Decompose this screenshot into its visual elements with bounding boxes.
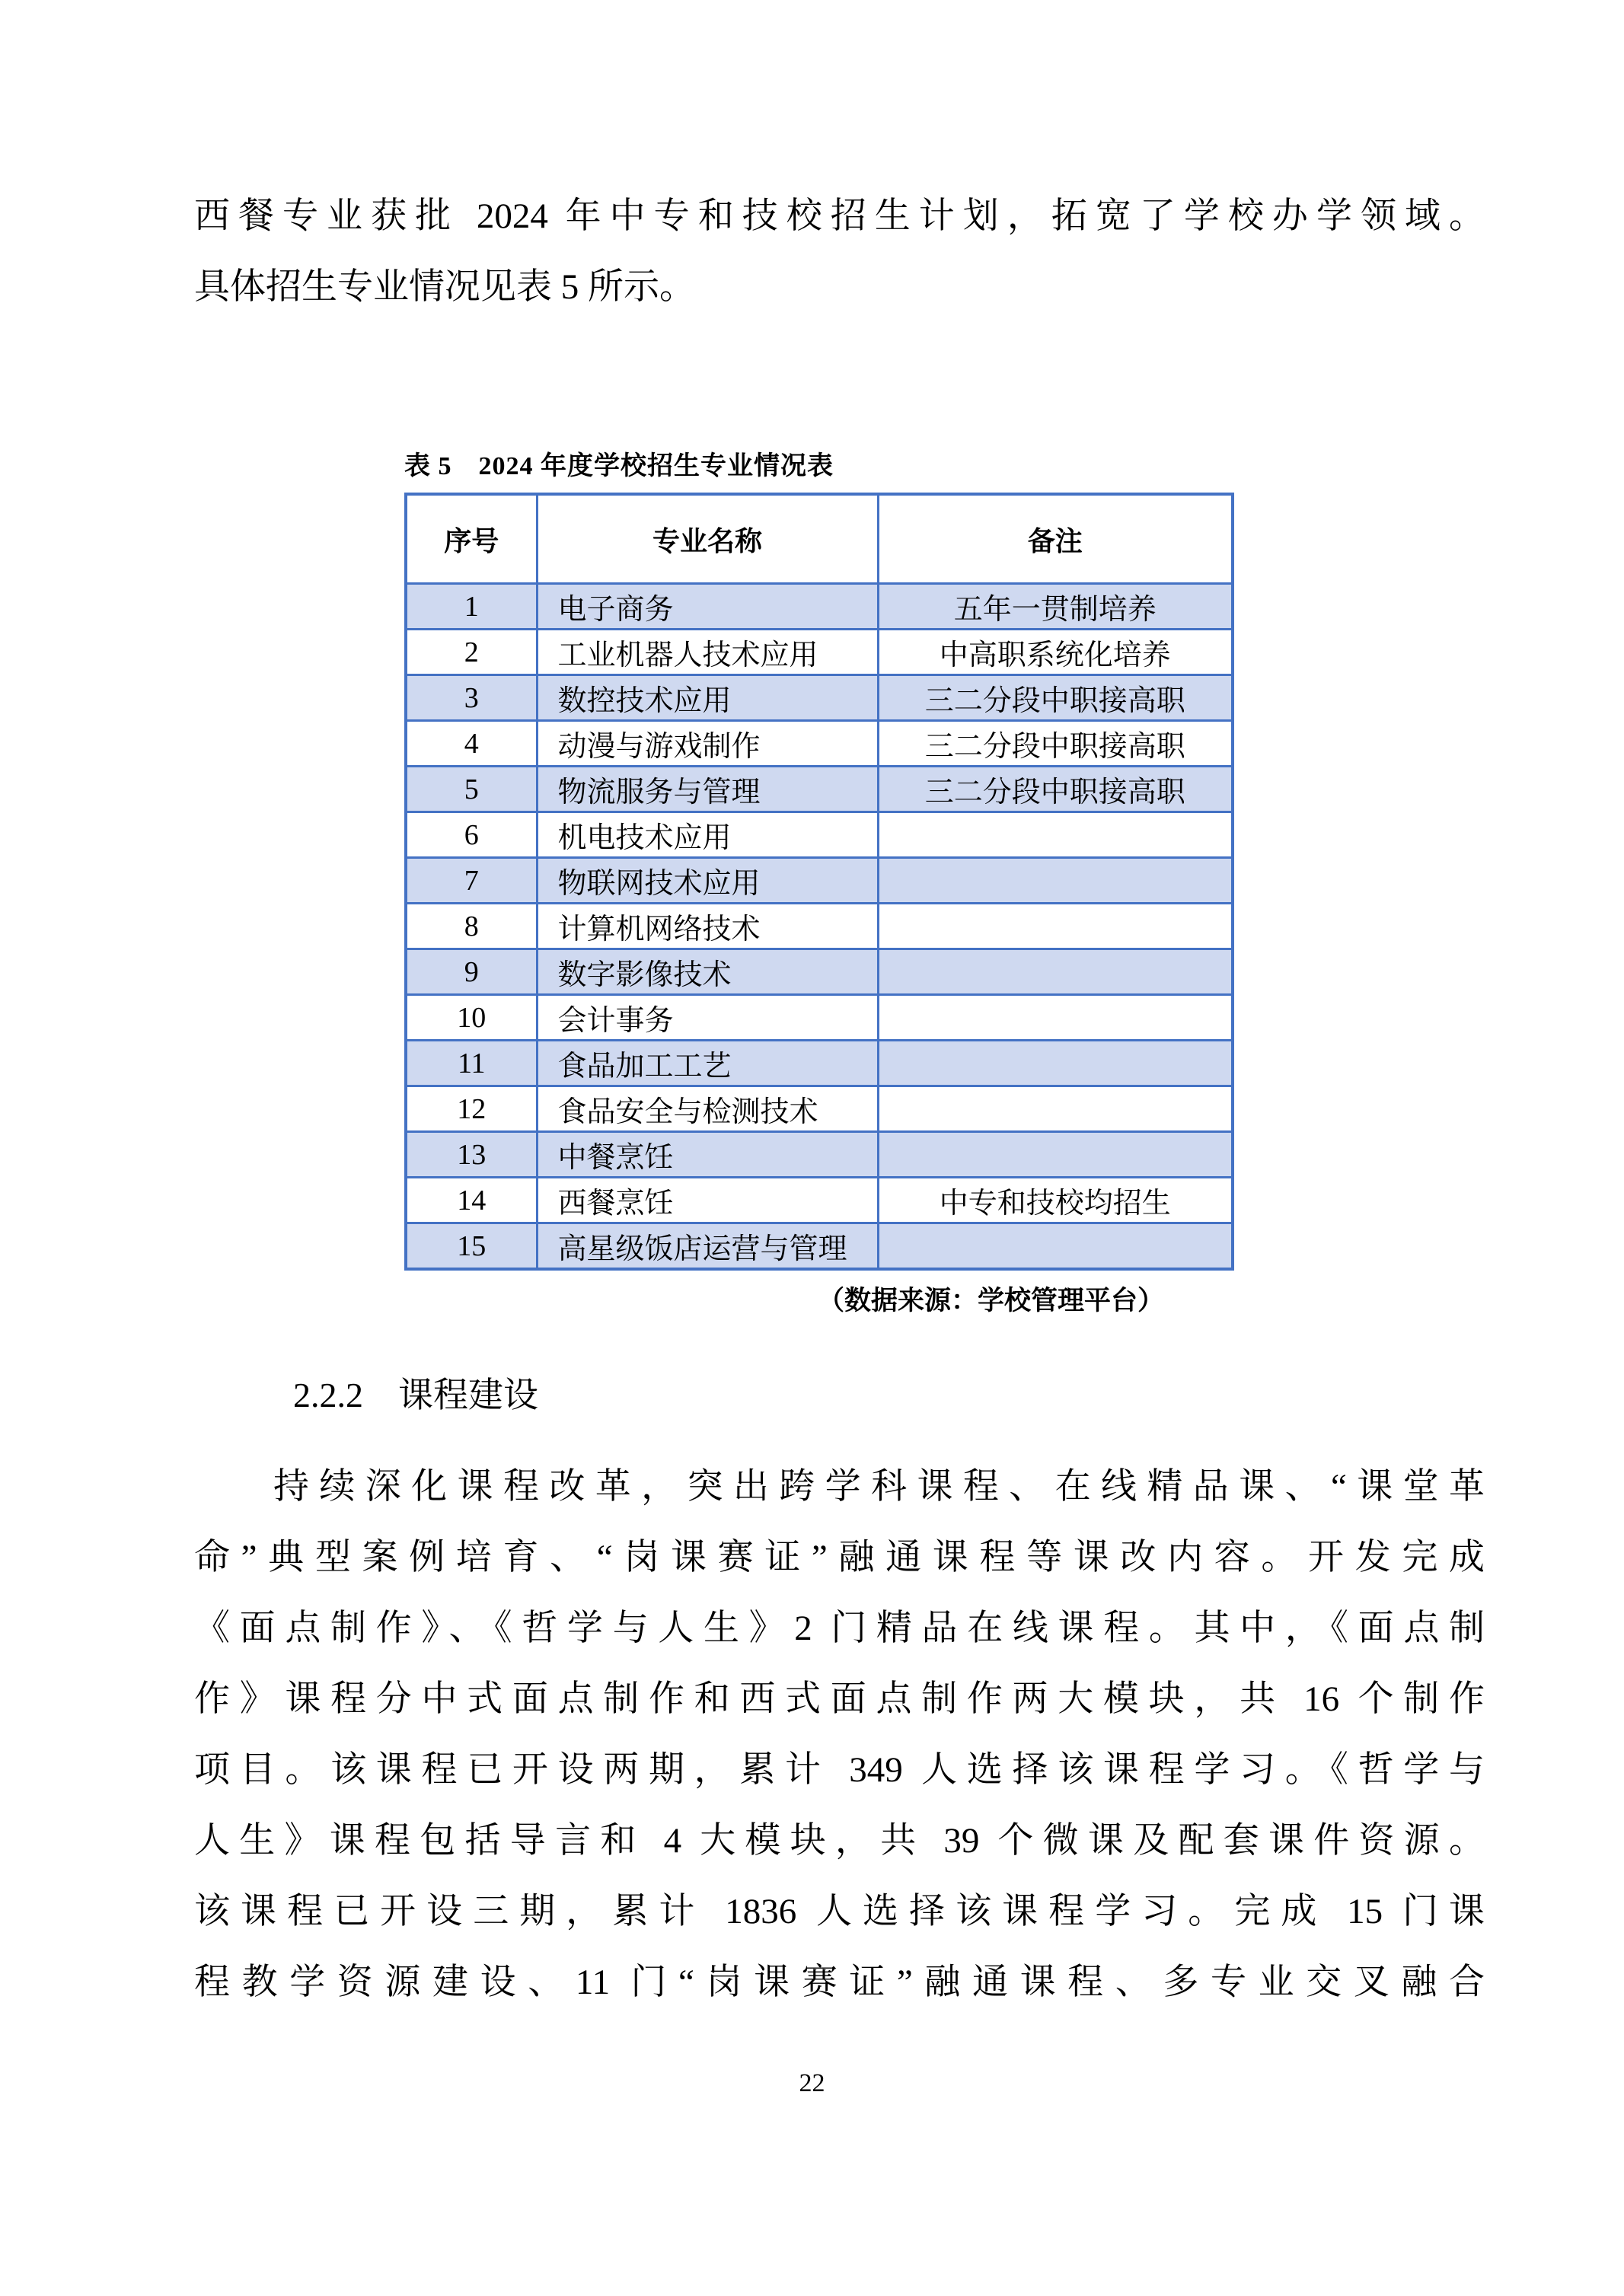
cell-major-name: 西餐烹饪	[537, 1178, 878, 1223]
paragraph-line: 命”典型案例培育、“岗课赛证”融通课程等课改内容。开发完成	[194, 1538, 1485, 1577]
cell-row-number: 6	[406, 812, 537, 858]
cell-remark: 三二分段中职接高职	[878, 767, 1233, 812]
cell-major-name: 中餐烹饪	[537, 1132, 878, 1178]
cell-major-name: 食品安全与检测技术	[537, 1086, 878, 1132]
table-header-row	[406, 494, 1233, 584]
cell-remark	[878, 904, 1233, 949]
cell-remark: 三二分段中职接高职	[878, 721, 1233, 767]
cell-row-number: 14	[406, 1178, 537, 1223]
cell-major-name: 物流服务与管理	[537, 767, 878, 812]
cell-major-name: 机电技术应用	[537, 812, 878, 858]
cell-major-name: 数控技术应用	[537, 675, 878, 721]
table-row	[406, 949, 1233, 995]
cell-row-number: 4	[406, 721, 537, 767]
cell-row-number: 8	[406, 904, 537, 949]
table-row	[406, 812, 1233, 858]
cell-remark	[878, 812, 1233, 858]
table-block	[404, 445, 1231, 1318]
cell-row-number: 5	[406, 767, 537, 812]
paragraph-line: 程教学资源建设、11 门“岗课赛证”融通课程、多专业交叉融合	[194, 1963, 1485, 2002]
cell-major-name: 食品加工工艺	[537, 1041, 878, 1086]
cell-major-name: 工业机器人技术应用	[537, 630, 878, 675]
cell-row-number: 9	[406, 949, 537, 995]
cell-remark	[878, 1132, 1233, 1178]
section-heading: 2.2.2 课程建设	[293, 1376, 538, 1414]
cell-row-number: 12	[406, 1086, 537, 1132]
cell-row-number: 11	[406, 1041, 537, 1086]
cell-row-number: 13	[406, 1132, 537, 1178]
cell-remark: 中高职系统化培养	[878, 630, 1233, 675]
cell-row-number: 1	[406, 584, 537, 630]
body-paragraph	[194, 1452, 1485, 2018]
cell-remark	[878, 995, 1233, 1041]
cell-major-name: 物联网技术应用	[537, 858, 878, 904]
cell-remark	[878, 1041, 1233, 1086]
cell-remark: 三二分段中职接高职	[878, 675, 1233, 721]
paragraph-line: 作》课程分中式面点制作和西式面点制作两大模块，共 16 个制作	[194, 1679, 1485, 1719]
paragraph-line: 具体招生专业情况见表 5 所示。	[194, 267, 695, 307]
cell-remark	[878, 949, 1233, 995]
table-row	[406, 721, 1233, 767]
cell-row-number: 10	[406, 995, 537, 1041]
header-cell-major: 专业名称	[537, 494, 878, 584]
cell-major-name: 数字影像技术	[537, 949, 878, 995]
table-row	[406, 1223, 1233, 1270]
paragraph-line: 《面点制作》、《哲学与人生》2 门精品在线课程。其中，《面点制	[194, 1609, 1485, 1648]
cell-major-name: 计算机网络技术	[537, 904, 878, 949]
cell-major-name: 会计事务	[537, 995, 878, 1041]
header-cell-no: 序号	[406, 494, 537, 584]
cell-row-number: 2	[406, 630, 537, 675]
cell-major-name: 动漫与游戏制作	[537, 721, 878, 767]
paragraph-line: 西餐专业获批 2024 年中专和技校招生计划，拓宽了学校办学领域。	[194, 196, 1485, 236]
cell-major-name: 高星级饭店运营与管理	[537, 1223, 878, 1270]
table-row	[406, 1178, 1233, 1223]
table-row	[406, 1132, 1233, 1178]
admissions-table	[404, 493, 1234, 1271]
cell-remark	[878, 858, 1233, 904]
cell-remark: 中专和技校均招生	[878, 1178, 1233, 1223]
table-row	[406, 1041, 1233, 1086]
cell-row-number: 15	[406, 1223, 537, 1270]
cell-remark	[878, 1086, 1233, 1132]
table-row	[406, 630, 1233, 675]
intro-paragraph	[194, 181, 1485, 323]
cell-row-number: 3	[406, 675, 537, 721]
header-cell-note: 备注	[878, 494, 1233, 584]
cell-row-number: 7	[406, 858, 537, 904]
table-caption: 表 5 2024 年度学校招生专业情况表	[404, 452, 834, 480]
paragraph-line: 持续深化课程改革，突出跨学科课程、在线精品课、“课堂革	[273, 1467, 1485, 1507]
table-row	[406, 584, 1233, 630]
paragraph-line: 该课程已开设三期，累计 1836 人选择该课程学习。完成 15 门课	[194, 1892, 1485, 1931]
paragraph-line: 人生》课程包括导言和 4 大模块，共 39 个微课及配套课件资源。	[194, 1821, 1485, 1861]
cell-major-name: 电子商务	[537, 584, 878, 630]
table-row	[406, 858, 1233, 904]
page-number: 22	[799, 2069, 825, 2097]
table-row	[406, 904, 1233, 949]
table-row	[406, 767, 1233, 812]
cell-remark	[878, 1223, 1233, 1270]
data-source-note: （数据来源：学校管理平台）	[817, 1286, 1164, 1315]
paragraph-line: 项目。该课程已开设两期，累计 349 人选择该课程学习。《哲学与	[194, 1750, 1485, 1790]
cell-remark: 五年一贯制培养	[878, 584, 1233, 630]
table-row	[406, 675, 1233, 721]
table-row	[406, 1086, 1233, 1132]
table-row	[406, 995, 1233, 1041]
